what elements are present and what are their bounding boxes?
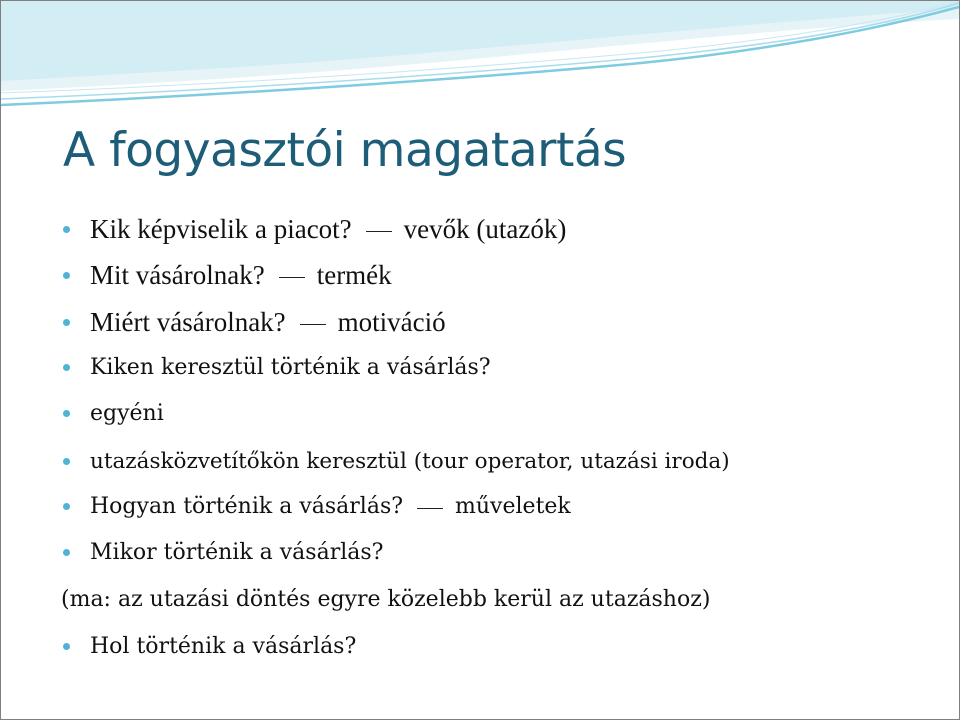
bullet-icon	[63, 319, 70, 326]
bullet-list	[1, 1, 959, 719]
list-item: Mikor történik a vásárlás?	[63, 532, 383, 572]
list-item: Hol történik a vásárlás?	[63, 626, 356, 666]
list-item: Mit vásárolnak? termék	[63, 255, 392, 295]
note-line: (ma: az utazási döntés egyre közelebb kerül az utazáshoz)	[61, 586, 711, 612]
bullet-icon	[63, 643, 70, 650]
bullet-icon	[63, 364, 70, 371]
list-item: Miért vásárolnak? motiváció	[63, 302, 446, 342]
bullet-icon	[63, 503, 70, 510]
dash-icon	[279, 277, 305, 278]
bullet-icon	[63, 410, 70, 417]
bullet-icon	[63, 226, 70, 233]
bullet-icon	[63, 458, 70, 465]
dash-icon	[300, 324, 326, 325]
list-item: Kik képviselik a piacot? vevők (utazók)	[63, 209, 566, 249]
list-item: utazásközvetítőkön keresztül (tour operator, utazási iroda)	[63, 441, 730, 481]
list-item: egyéni	[63, 393, 164, 433]
list-item: Kiken keresztül történik a vásárlás?	[63, 347, 491, 387]
dash-icon	[417, 508, 443, 509]
bullet-icon	[63, 272, 70, 279]
slide-title: A fogyasztói magatartás	[63, 123, 627, 178]
list-item: Hogyan történik a vásárlás? műveletek	[63, 486, 571, 526]
dash-icon	[366, 231, 392, 232]
bullet-icon	[63, 549, 70, 556]
